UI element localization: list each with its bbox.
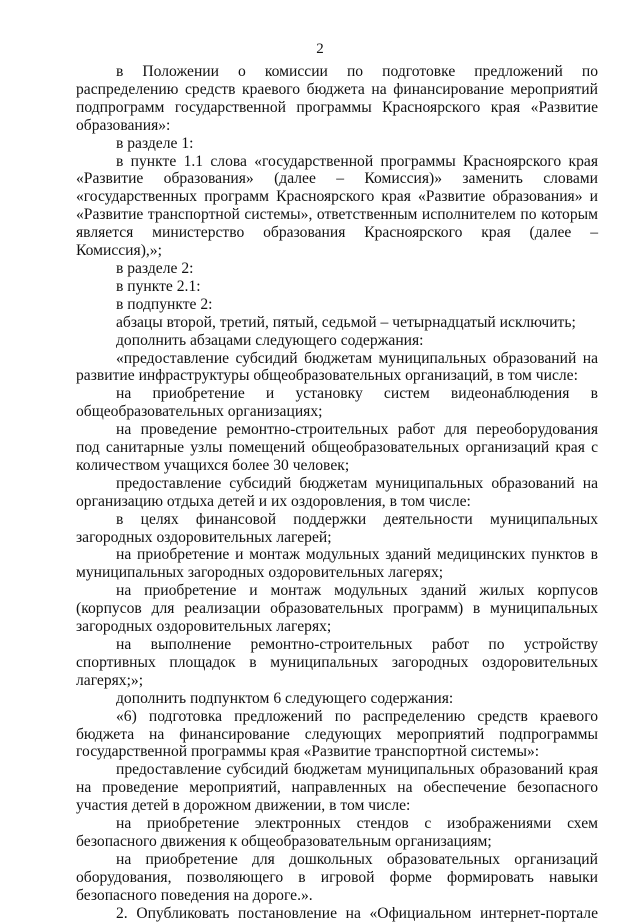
paragraph: 2. Опубликовать постановление на «Официальном интернет-портале [116,904,598,922]
paragraph: на проведение ремонтно-строительных работ для переоборудования под санитарные узлы помещений общеобразовательных организаций края с количеством учащихся более 30 человек; [76,421,598,474]
paragraph: на приобретение электронных стендов с изображениями схем безопасного движения к общеобразовательным организациям; [76,815,598,850]
page-number: 2 [316,41,324,57]
paragraph: в разделе 1: [116,134,194,152]
document-body [76,63,598,923]
paragraph: в целях финансовой поддержки деятельности муниципальных загородных оздоровительных лагерей; [76,510,598,546]
paragraph: в пункте 2.1: [116,277,201,295]
paragraph: на выполнение ремонтно-строительных работ по устройству спортивных площадок в муниципальных загородных оздоровительных лагерях;»; [76,636,598,689]
paragraph: в Положении о комиссии по подготовке предложений по распределению средств краевого бюджета на финансирование мероприятий подпрограмм государственной программы Красноярского края «Развитие образования»: [76,63,598,134]
paragraph: в пункте 1.1 слова «государственной программы Красноярского края «Развитие образования» (далее – Комиссия)» заменить словами «государственных программ Красноярского края «Развитие образования» и «Развитие транспортной системы», ответственным исполнителем по которым является министерство образования Красноярского края (далее – Комиссия),»; [76,152,598,260]
paragraph: на приобретение и установку систем видеонаблюдения в общеобразовательных организациях; [76,385,598,421]
paragraph: предоставление субсидий бюджетам муниципальных образований на организацию отдыха детей и их оздоровления, в том числе: [76,474,598,510]
paragraph: абзацы второй, третий, пятый, седьмой – четырнадцатый исключить; [116,313,576,331]
paragraph: на приобретение и монтаж модульных зданий медицинских пунктов в муниципальных загородных оздоровительных лагерях; [76,546,598,582]
paragraph: предоставление субсидий бюджетам муниципальных образований края на проведение мероприятий, направленных на обеспечение безопасного участия детей в дорожном движении, в том числе: [76,761,598,815]
paragraph: на приобретение для дошкольных образовательных организаций оборудования, позволяющего в игровой форме формировать навыки безопасного поведения на дороге.». [76,850,598,904]
paragraph: в подпункте 2: [116,295,213,313]
paragraph: дополнить подпунктом 6 следующего содержания: [116,689,454,707]
paragraph: в разделе 2: [116,259,194,277]
paragraph: дополнить абзацами следующего содержания: [116,331,424,349]
paragraph: на приобретение и монтаж модульных зданий жилых корпусов (корпусов для реализации образовательных программ) в муниципальных загородных оздоровительных лагерях; [76,582,598,636]
paragraph: «предоставление субсидий бюджетам муниципальных образований на развитие инфраструктуры общеобразовательных организаций, в том числе: [76,349,598,385]
paragraph: «6) подготовка предложений по распределению средств краевого бюджета на финансирование следующих мероприятий подпрограммы государственной программы края «Развитие транспортной системы»: [76,707,598,761]
